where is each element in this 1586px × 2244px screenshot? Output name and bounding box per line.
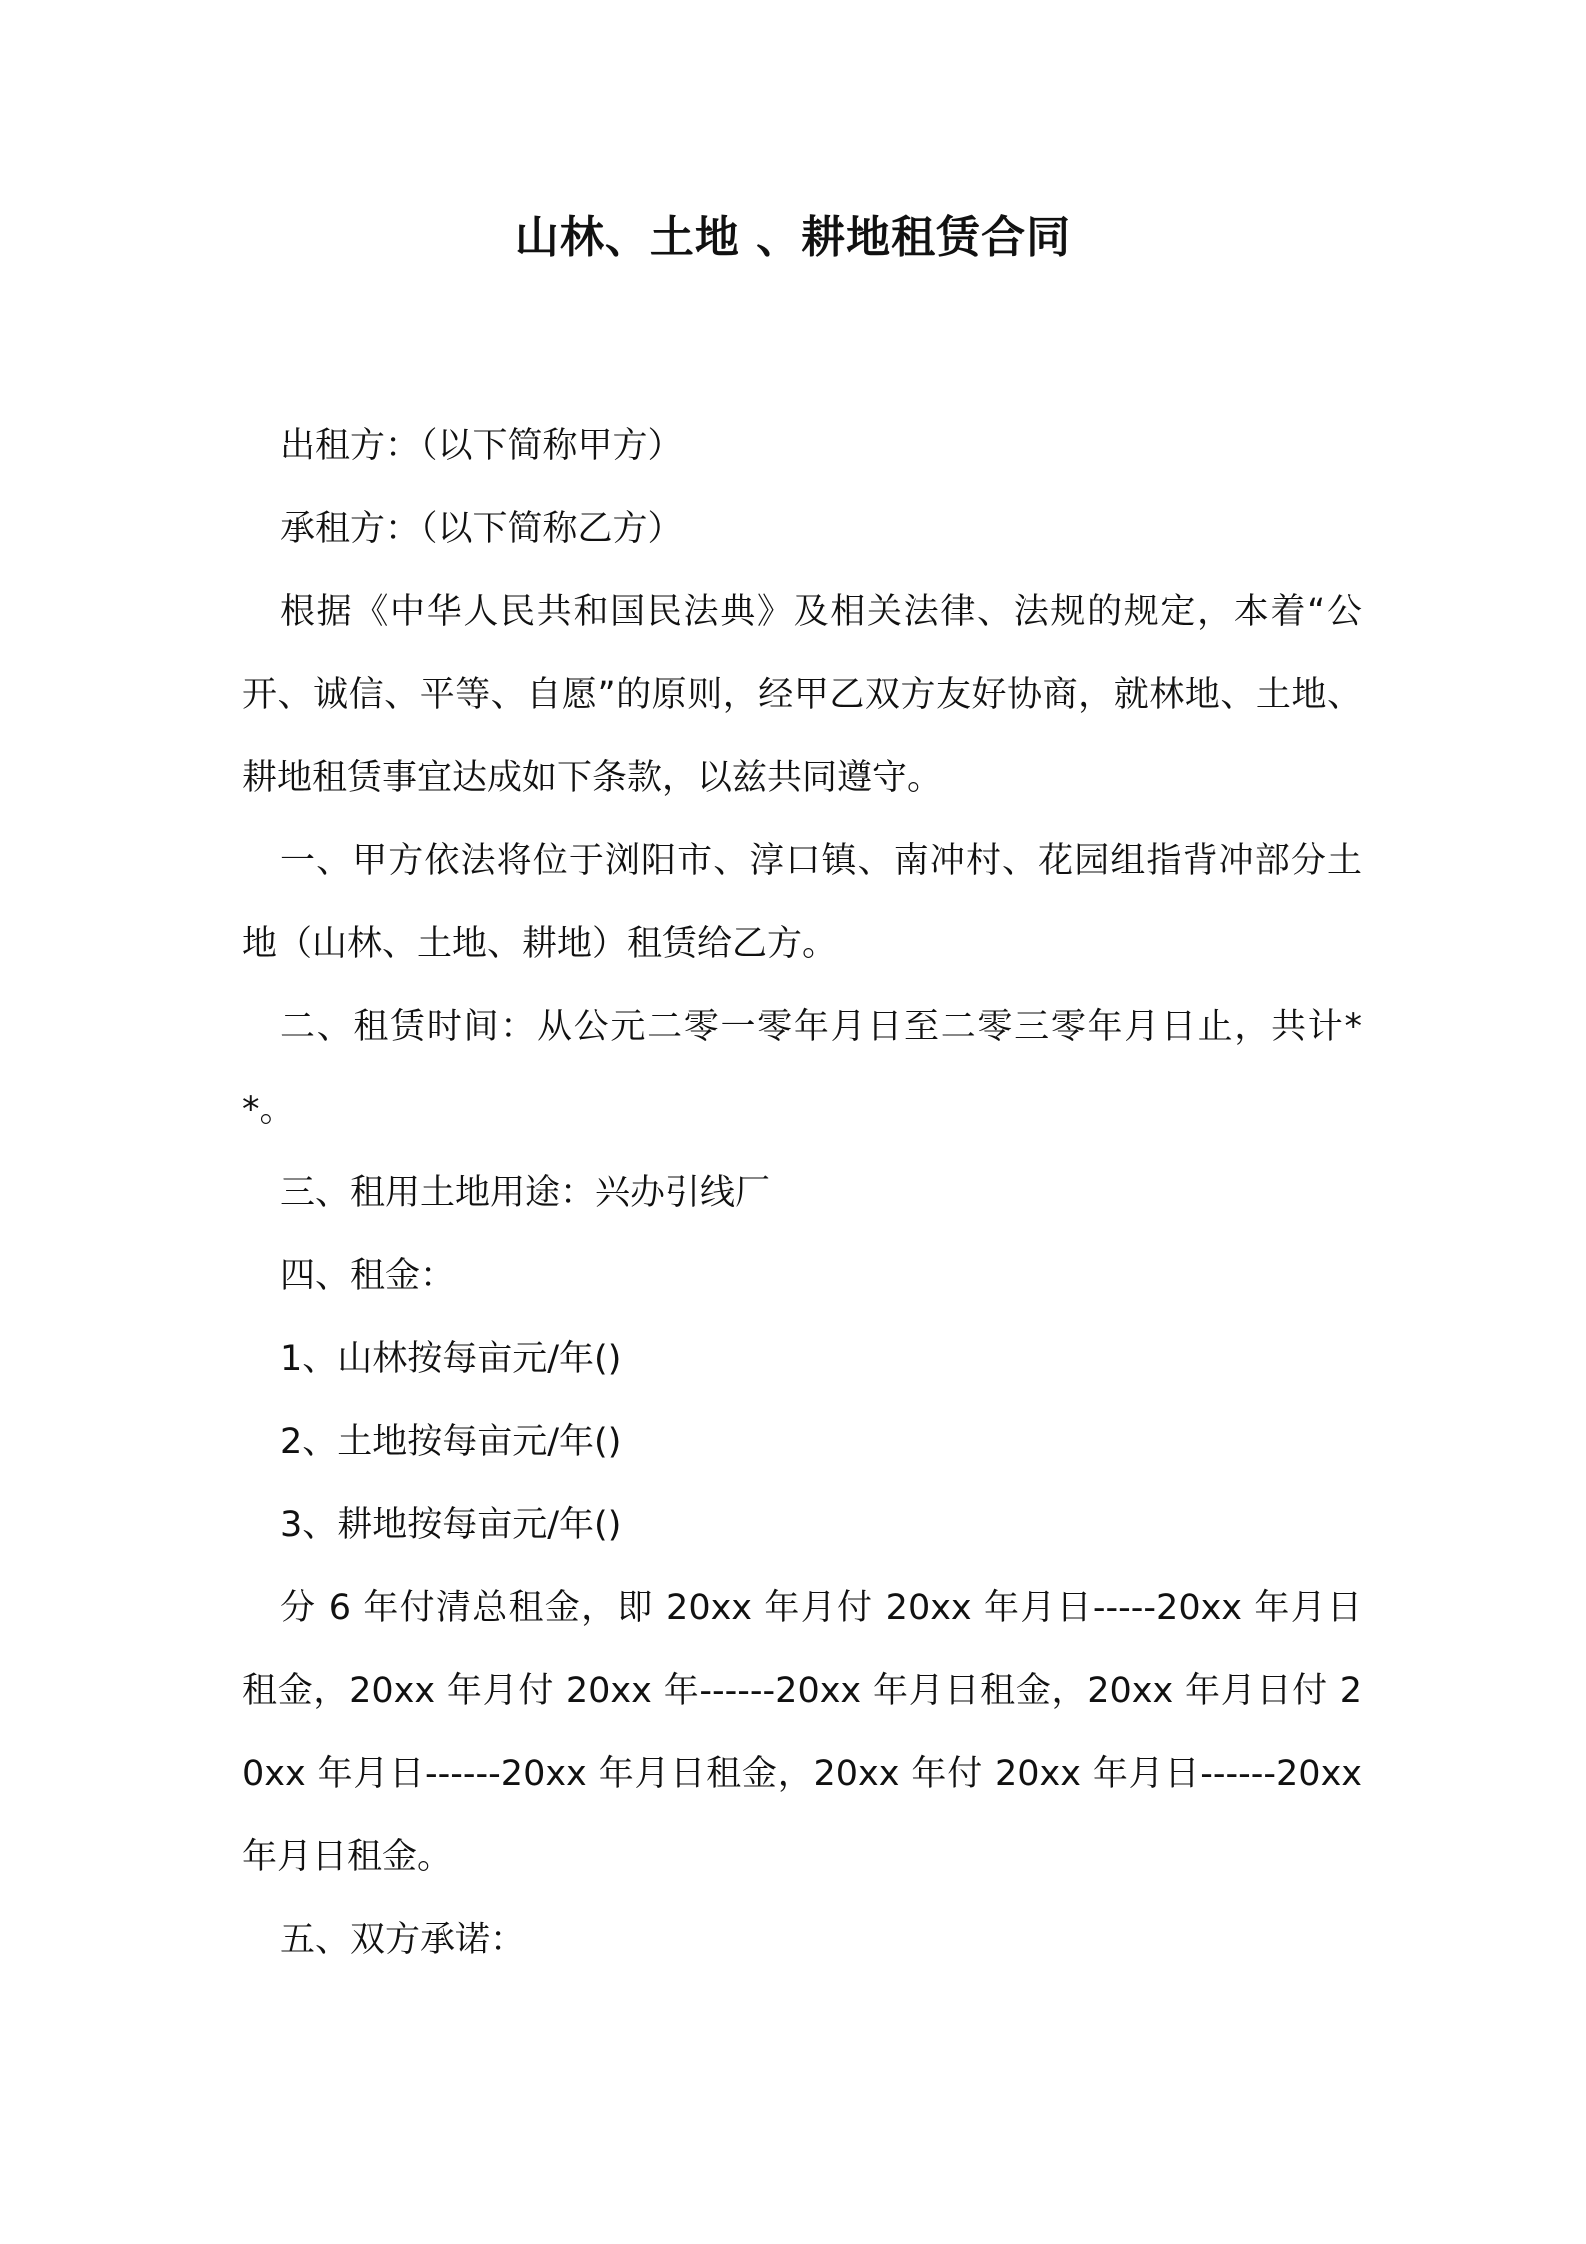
document-title: 山林、土地 、耕地租赁合同 (514, 212, 1072, 263)
paragraph-rent-farmland: 3、耕地按每亩元/年() (280, 1505, 622, 1545)
document-body (242, 405, 1362, 1982)
paragraph-rent-forest: 1、山林按每亩元/年() (280, 1339, 622, 1379)
paragraph-lessee: 承租方：（以下简称乙方） (280, 509, 683, 549)
paragraph-preamble: 根据《中华人民共和国民法典》及相关法律、法规的规定，本着“公开、诚信、平等、自愿”的原则，经甲乙双方友好协商，就林地、土地、耕地租赁事宜达成如下条款，以兹共同遵守。 (242, 592, 1362, 798)
paragraph-clause-1: 一、甲方依法将位于浏阳市、淳口镇、南冲村、花园组指背冲部分土地（山林、土地、耕地）租赁给乙方。 (242, 841, 1362, 964)
paragraph-lessor: 出租方：（以下简称甲方） (280, 426, 683, 466)
paragraph-payment-schedule: 分 6 年付清总租金，即 20xx 年月付 20xx 年月日-----20xx 年月日租金，20xx 年月付 20xx 年------20xx 年月日租金，20xx 年月日付 20xx 年月日------20xx 年月日租金，20xx 年付 20xx 年月日------20xx 年月日租金。 (242, 1588, 1362, 1877)
paragraph-clause-5: 五、双方承诺： (280, 1920, 526, 1960)
paragraph-clause-3: 三、租用土地用途：兴办引线厂 (280, 1173, 771, 1213)
paragraph-clause-4: 四、租金： (280, 1256, 456, 1296)
paragraph-rent-land: 2、土地按每亩元/年() (280, 1422, 622, 1462)
paragraph-clause-2: 二、租赁时间：从公元二零一零年月日至二零三零年月日止，共计**。 (242, 1007, 1362, 1130)
